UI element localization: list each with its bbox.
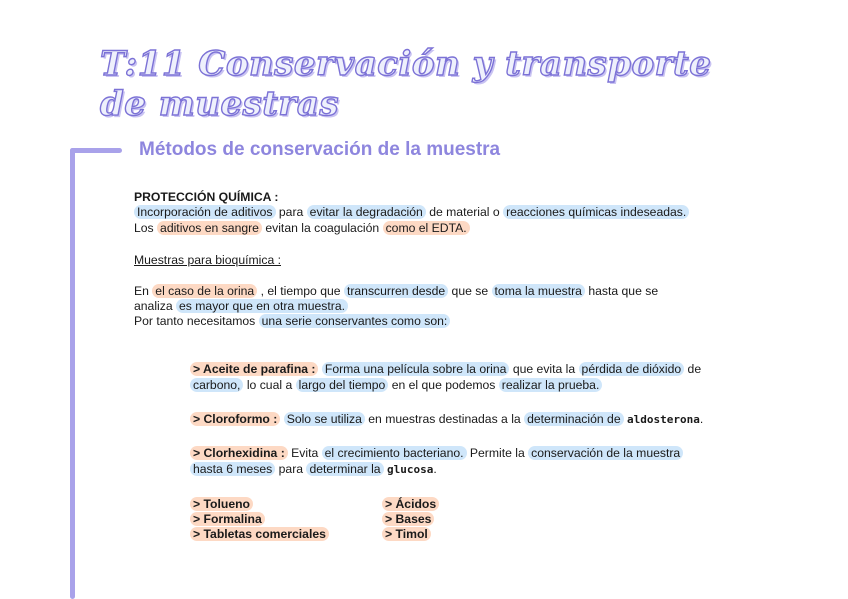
text-run: hasta que se [584,284,659,298]
bioquimica-heading: Muestras para bioquímica : [134,253,281,267]
aceite-line-2 [190,377,602,393]
highlight: reacciones químicas indeseadas. [503,205,689,219]
list-item-label: > Timol [382,527,431,541]
section-horizontal-rule [70,148,122,153]
list-item [190,511,265,527]
text-run: Por tanto necesitamos [134,314,259,328]
text-run: lo cual a [243,378,296,392]
highlight: toma la muestra [492,284,585,298]
text-run: Evita [287,446,322,460]
clorhexidina-label: > Clorhexidina : [190,446,288,460]
highlight: carbono, [190,378,243,392]
aceite-line-1 [190,361,701,377]
text-run: Permite la [466,446,529,460]
highlight: hasta 6 meses [190,462,275,476]
highlight: como el EDTA. [383,221,470,235]
section-title: Métodos de conservación de la muestra [139,139,501,160]
text-run: , el tiempo que [257,284,344,298]
text-run: analiza [134,299,177,313]
highlight: Incorporación de aditivos [134,205,276,219]
highlight: aditivos en sangre [157,221,262,235]
highlight: el crecimiento bacteriano. [322,446,467,460]
highlight: Solo se utiliza [284,412,365,426]
text-run: . [433,462,437,476]
page-title: T:11 Conservación y transporte de muestras [100,44,712,124]
highlight: el caso de la orina [152,284,257,298]
list-item [190,526,329,542]
list-item-label: > Tolueno [190,497,253,511]
aceite-label: > Aceite de parafina : [190,362,318,376]
list-item-label: > Tabletas comerciales [190,527,329,541]
text-run: Los [134,221,158,235]
text-run: que evita la [509,362,579,376]
text-run: . [699,412,704,426]
clorhexidina-line-2 [190,461,437,478]
cloroformo-label: > Cloroformo : [190,412,280,426]
cloroformo-line [190,411,703,428]
list-item-label: > Bases [382,512,434,526]
bioquimica-line-1 [134,283,658,299]
handwritten-term: glucosa [386,463,434,476]
text-run: de material o [425,205,504,219]
bioquimica-line-3 [134,313,450,329]
text-run: que se [448,284,492,298]
highlight: pérdida de dióxido [579,362,685,376]
highlight: determinar la [306,462,383,476]
highlight: determinación de [524,412,624,426]
text-run: evitan la coagulación [261,221,383,235]
text-run: de [684,362,702,376]
list-item-label: > Formalina [190,512,265,526]
text-run: en el que podemos [388,378,499,392]
list-item-label: > Ácidos [382,497,439,511]
list-item [382,526,431,542]
highlight: Forma una película sobre la orina [322,362,510,376]
list-item [382,511,434,527]
text-run: en muestras destinadas a la [364,412,525,426]
highlight: transcurren desde [344,284,448,298]
handwritten-term: aldosterona [627,413,700,426]
highlight: conservación de la muestra [528,446,683,460]
bioquimica-line-2 [134,298,348,314]
highlight: largo del tiempo [296,378,389,392]
text-run: para [275,462,307,476]
proteccion-heading: PROTECCIÓN QUÍMICA : [134,190,279,204]
margin-vertical-rule [70,148,75,599]
text-run: para [275,205,307,219]
list-item [190,496,253,512]
highlight: es mayor que en otra muestra. [176,299,348,313]
proteccion-line-1 [134,204,689,220]
text-run: En [134,284,153,298]
proteccion-line-2 [134,220,470,236]
clorhexidina-line-1 [190,445,683,461]
highlight: una serie conservantes como son: [259,314,451,328]
highlight: realizar la prueba. [499,378,603,392]
highlight: evitar la degradación [307,205,426,219]
list-item [382,496,439,512]
